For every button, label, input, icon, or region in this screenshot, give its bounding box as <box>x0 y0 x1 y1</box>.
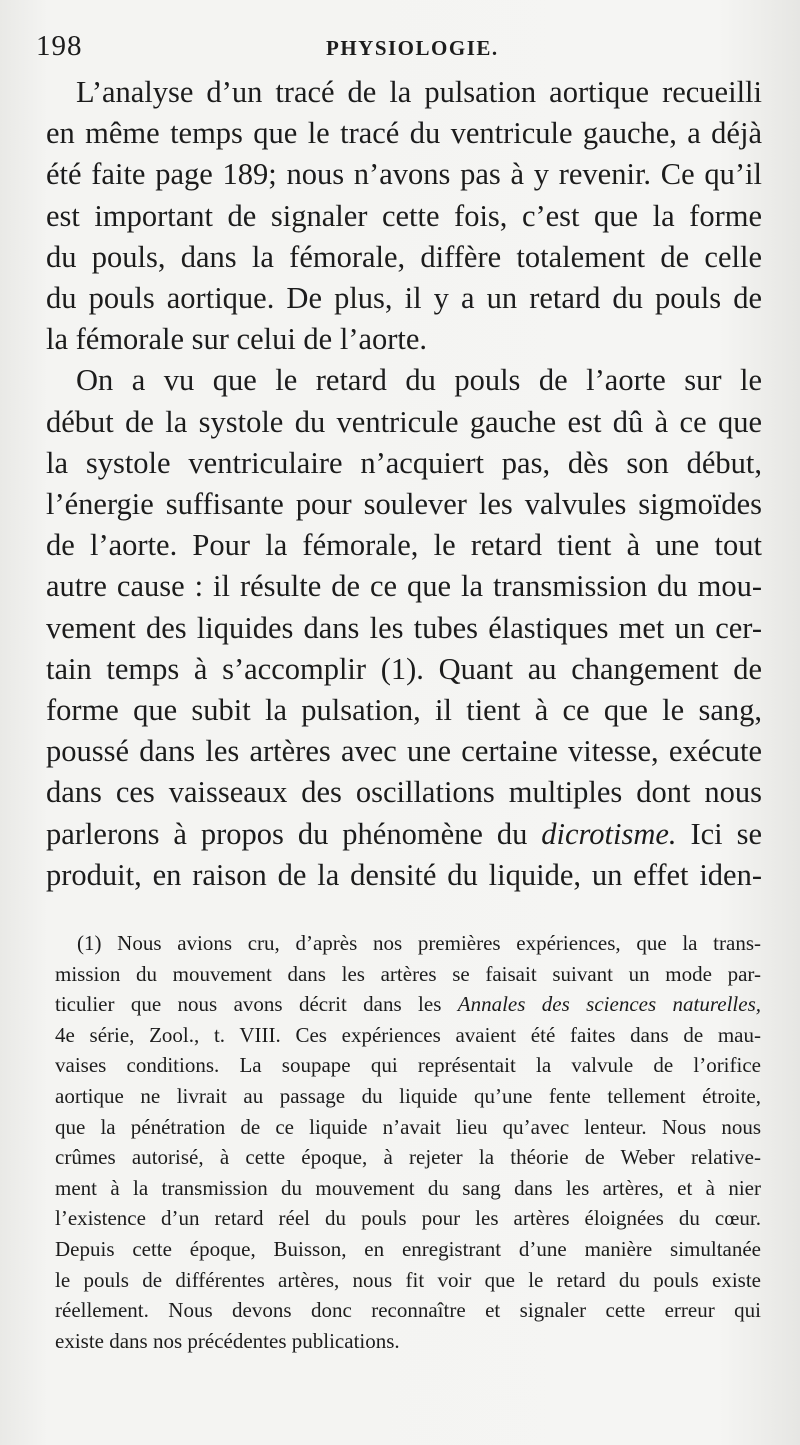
text-line <box>46 814 762 855</box>
footnote-line: le pouls de différentes artères, nous fit voir que le retard du pouls existe <box>55 1267 761 1292</box>
paragraph-2 <box>46 360 762 896</box>
text-line: de l’aorte. Pour la fémorale, le retard tient à une tout <box>46 528 762 563</box>
text-line: la fémorale sur celui de l’aorte. <box>46 322 428 357</box>
text-segment: ticulier que nous avons décrit dans les <box>55 992 458 1017</box>
text-line: L’analyse d’un tracé de la pulsation aortique recueilli <box>76 75 762 109</box>
text-line: produit, en raison de la densité du liquide, un effet iden- <box>46 857 762 892</box>
text-line: vement des liquides dans les tubes élastiques met un cer- <box>46 610 762 645</box>
text-line: poussé dans les artères avec une certaine vitesse, exécute <box>46 734 762 769</box>
footnote-line: aortique ne livrait au passage du liquide qu’une fente tellement étroite, <box>55 1083 761 1108</box>
italic-journal-title: Annales des sciences naturelles, <box>457 992 761 1017</box>
running-head: PHYSIOLOGIE. <box>326 36 499 60</box>
text-line: en même temps que le tracé du ventricule gauche, a déjà <box>46 116 762 151</box>
footnote-line: réellement. Nous devons donc reconnaître et signaler cette erreur qui <box>55 1298 761 1323</box>
footnote-line: vaises conditions. La soupape qui représentait la valvule de l’orifice <box>55 1053 761 1078</box>
footnote-line: Depuis cette époque, Buisson, en enregistrant d’une manière simultanée <box>55 1236 761 1261</box>
text-line: du pouls, dans la fémorale, diffère totalement de celle <box>46 239 762 274</box>
text-line: dans ces vaisseaux des oscillations multiples dont nous <box>46 775 762 810</box>
text-line: forme que subit la pulsation, il tient à ce que le sang, <box>46 693 762 728</box>
text-segment: Ici se <box>676 816 763 851</box>
footnote <box>55 928 761 1356</box>
footnote-line: existe dans nos précédentes publications. <box>55 1328 400 1353</box>
paragraph-1 <box>46 72 762 360</box>
body-text <box>46 72 762 896</box>
text-line: début de la systole du ventricule gauche est dû à ce que <box>46 404 762 439</box>
text-line: tain temps à s’accomplir (1). Quant au changement de <box>46 651 762 686</box>
footnote-line: ment à la transmission du mouvement du sang dans les artères, et à nier <box>55 1175 761 1200</box>
text-line: été faite page 189; nous n’avons pas à y revenir. Ce qu’il <box>46 157 762 192</box>
text-line: On a vu que le retard du pouls de l’aorte sur le <box>76 363 762 398</box>
text-line: du pouls aortique. De plus, il y a un retard du pouls de <box>46 281 762 316</box>
italic-term: dicrotisme. <box>541 816 677 851</box>
text-line: est important de signaler cette fois, c’est que la forme <box>46 198 762 233</box>
text-line: l’énergie suffisante pour soulever les valvules sigmoïdes <box>46 487 762 522</box>
page-number: 198 <box>36 30 83 62</box>
footnote-line: mission du mouvement dans les artères se faisait suivant un mode par- <box>55 961 761 986</box>
footnote-line: crûmes autorisé, à cette époque, à rejeter la théorie de Weber relative- <box>55 1145 761 1170</box>
footnote-line: (1) Nous avions cru, d’après nos premières expériences, que la trans- <box>77 931 761 955</box>
footnote-line: 4e série, Zool., t. VIII. Ces expériences avaient été faites dans de mau- <box>55 1022 761 1047</box>
footnote-line: que la pénétration de ce liquide n’avait lieu qu’avec lenteur. Nous nous <box>55 1114 761 1139</box>
footnote-line: l’existence d’un retard réel du pouls pour les artères éloignées du cœur. <box>55 1206 761 1231</box>
text-segment: parlerons à propos du phénomène du <box>46 816 542 851</box>
text-line: autre cause : il résulte de ce que la transmission du mou- <box>46 569 762 604</box>
footnote-line <box>55 989 761 1020</box>
page-header <box>36 30 760 64</box>
text-line: la systole ventriculaire n’acquiert pas, dès son début, <box>46 445 762 480</box>
